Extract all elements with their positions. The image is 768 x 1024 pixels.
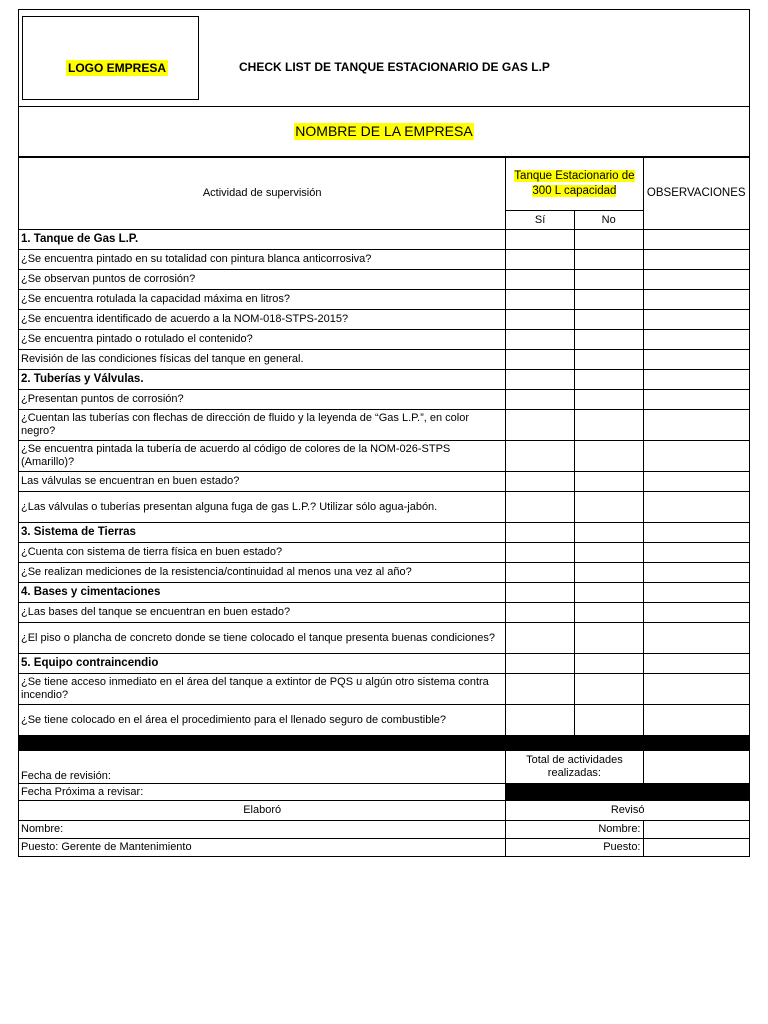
- observations-cell[interactable]: [643, 310, 750, 330]
- section-yes-cell: [506, 583, 575, 603]
- checklist-row: [19, 543, 750, 563]
- yes-checkbox-cell[interactable]: [506, 270, 575, 290]
- section-title: 5. Equipo contraincendio: [19, 654, 506, 674]
- no-checkbox-cell[interactable]: [574, 543, 643, 563]
- separator-bar: [19, 736, 750, 751]
- section-obs-cell: [643, 523, 750, 543]
- yes-checkbox-cell[interactable]: [506, 563, 575, 583]
- review-date-label: Fecha de revisión:: [19, 751, 506, 784]
- yes-header: Sí: [506, 211, 575, 230]
- checklist-question: ¿Se tiene colocado en el área el procedimiento para el llenado seguro de combustible?: [19, 705, 506, 736]
- total-activities-line1: Total de actividades: [526, 754, 623, 766]
- checklist-question: ¿Se realizan mediciones de la resistencia/continuidad al menos una vez al año?: [19, 563, 506, 583]
- checklist-question: ¿El piso o plancha de concreto donde se tiene colocado el tanque presenta buenas condiciones?: [19, 623, 506, 654]
- checklist-row: [19, 270, 750, 290]
- yes-checkbox-cell[interactable]: [506, 250, 575, 270]
- checklist-question: ¿Las válvulas o tuberías presentan alguna fuga de gas L.P.? Utilizar sólo agua-jabón.: [19, 492, 506, 523]
- position-right-label: Puesto:: [506, 839, 643, 857]
- no-checkbox-cell[interactable]: [574, 270, 643, 290]
- no-checkbox-cell[interactable]: [574, 290, 643, 310]
- position-right-value[interactable]: [643, 839, 750, 857]
- section-yes-cell: [506, 370, 575, 390]
- checklist-row: [19, 310, 750, 330]
- section-row: [19, 370, 750, 390]
- yes-checkbox-cell[interactable]: [506, 330, 575, 350]
- yes-checkbox-cell[interactable]: [506, 603, 575, 623]
- next-review-label: Fecha Próxima a revisar:: [19, 784, 506, 801]
- name-left-label: Nombre:: [19, 821, 506, 839]
- total-activities-label: [506, 751, 643, 784]
- observations-cell[interactable]: [643, 350, 750, 370]
- checklist-row: [19, 674, 750, 705]
- yes-checkbox-cell[interactable]: [506, 350, 575, 370]
- checklist-row: [19, 330, 750, 350]
- section-no-cell: [574, 583, 643, 603]
- yes-checkbox-cell[interactable]: [506, 674, 575, 705]
- total-activities-line2: realizadas:: [547, 767, 601, 779]
- checklist-row: [19, 290, 750, 310]
- yes-checkbox-cell[interactable]: [506, 492, 575, 523]
- section-no-cell: [574, 370, 643, 390]
- document-header: [18, 9, 750, 107]
- section-yes-cell: [506, 654, 575, 674]
- checklist-row: [19, 250, 750, 270]
- checklist-sheet: [18, 9, 750, 857]
- observations-cell[interactable]: [643, 410, 750, 441]
- checklist-row: [19, 492, 750, 523]
- observations-cell[interactable]: [643, 250, 750, 270]
- section-row: [19, 583, 750, 603]
- observations-cell[interactable]: [643, 674, 750, 705]
- observations-cell[interactable]: [643, 705, 750, 736]
- observations-cell[interactable]: [643, 603, 750, 623]
- name-right-label: Nombre:: [506, 821, 643, 839]
- section-title: 1. Tanque de Gas L.P.: [19, 230, 506, 250]
- no-checkbox-cell[interactable]: [574, 330, 643, 350]
- observations-cell[interactable]: [643, 543, 750, 563]
- no-checkbox-cell[interactable]: [574, 310, 643, 330]
- checklist-question: Las válvulas se encuentran en buen estado?: [19, 472, 506, 492]
- checklist-row: [19, 350, 750, 370]
- observations-cell[interactable]: [643, 563, 750, 583]
- no-checkbox-cell[interactable]: [574, 674, 643, 705]
- yes-checkbox-cell[interactable]: [506, 441, 575, 472]
- section-obs-cell: [643, 370, 750, 390]
- activity-header: Actividad de supervisión: [19, 158, 506, 230]
- section-obs-cell: [643, 654, 750, 674]
- checklist-question: ¿Se encuentra pintado o rotulado el contenido?: [19, 330, 506, 350]
- observations-header: OBSERVACIONES: [643, 158, 750, 230]
- section-no-cell: [574, 654, 643, 674]
- checklist-question: ¿Cuentan las tuberías con flechas de dirección de fluido y la leyenda de “Gas L.P.”, en color negro?: [19, 410, 506, 441]
- checklist-question: ¿Presentan puntos de corrosión?: [19, 390, 506, 410]
- checklist-table: [18, 157, 750, 857]
- yes-checkbox-cell[interactable]: [506, 290, 575, 310]
- observations-cell[interactable]: [643, 390, 750, 410]
- tank-header-line1: Tanque Estacionario de: [514, 170, 635, 182]
- yes-checkbox-cell[interactable]: [506, 390, 575, 410]
- observations-cell[interactable]: [643, 270, 750, 290]
- section-yes-cell: [506, 230, 575, 250]
- no-checkbox-cell[interactable]: [574, 623, 643, 654]
- checklist-question: Revisión de las condiciones físicas del tanque en general.: [19, 350, 506, 370]
- no-header: No: [574, 211, 643, 230]
- checklist-row: [19, 705, 750, 736]
- no-checkbox-cell[interactable]: [574, 390, 643, 410]
- next-review-blocked: [506, 784, 750, 801]
- tank-header-line2: 300 L capacidad: [532, 185, 617, 197]
- no-checkbox-cell[interactable]: [574, 603, 643, 623]
- observations-cell[interactable]: [643, 330, 750, 350]
- yes-checkbox-cell[interactable]: [506, 410, 575, 441]
- section-obs-cell: [643, 230, 750, 250]
- company-name: NOMBRE DE LA EMPRESA: [295, 123, 473, 139]
- no-checkbox-cell[interactable]: [574, 472, 643, 492]
- document-title: CHECK LIST DE TANQUE ESTACIONARIO DE GAS L.P: [239, 60, 550, 74]
- section-no-cell: [574, 523, 643, 543]
- tank-header: [506, 158, 643, 211]
- section-row: [19, 654, 750, 674]
- yes-checkbox-cell[interactable]: [506, 472, 575, 492]
- no-checkbox-cell[interactable]: [574, 492, 643, 523]
- no-checkbox-cell[interactable]: [574, 563, 643, 583]
- checklist-question: ¿Se encuentra pintado en su totalidad con pintura blanca anticorrosiva?: [19, 250, 506, 270]
- checklist-row: [19, 472, 750, 492]
- no-checkbox-cell[interactable]: [574, 350, 643, 370]
- yes-checkbox-cell[interactable]: [506, 310, 575, 330]
- checklist-row: [19, 623, 750, 654]
- checklist-row: [19, 603, 750, 623]
- no-checkbox-cell[interactable]: [574, 410, 643, 441]
- no-checkbox-cell[interactable]: [574, 441, 643, 472]
- yes-checkbox-cell[interactable]: [506, 705, 575, 736]
- section-obs-cell: [643, 583, 750, 603]
- observations-cell[interactable]: [643, 472, 750, 492]
- yes-checkbox-cell[interactable]: [506, 623, 575, 654]
- yes-checkbox-cell[interactable]: [506, 543, 575, 563]
- section-title: 3. Sistema de Tierras: [19, 523, 506, 543]
- checklist-question: ¿Se encuentra identificado de acuerdo a la NOM-018-STPS-2015?: [19, 310, 506, 330]
- checklist-question: ¿Se tiene acceso inmediato en el área del tanque a extintor de PQS u algún otro sistema contra incendio?: [19, 674, 506, 705]
- section-title: 4. Bases y cimentaciones: [19, 583, 506, 603]
- section-no-cell: [574, 230, 643, 250]
- checklist-row: [19, 410, 750, 441]
- total-activities-value[interactable]: [643, 751, 750, 784]
- observations-cell[interactable]: [643, 492, 750, 523]
- observations-cell[interactable]: [643, 290, 750, 310]
- reviewed-by-label: Revisó: [506, 801, 750, 821]
- section-yes-cell: [506, 523, 575, 543]
- logo-text: LOGO EMPRESA: [68, 61, 167, 75]
- position-left-label: Puesto: Gerente de Mantenimiento: [19, 839, 506, 857]
- name-right-value[interactable]: [643, 821, 750, 839]
- observations-cell[interactable]: [643, 441, 750, 472]
- observations-cell[interactable]: [643, 623, 750, 654]
- logo-placeholder: [22, 16, 199, 100]
- section-row: [19, 230, 750, 250]
- checklist-question: ¿Se encuentra pintada la tubería de acuerdo al código de colores de la NOM-026-STPS (Amarillo)?: [19, 441, 506, 472]
- section-title: 2. Tuberías y Válvulas.: [19, 370, 506, 390]
- checklist-row: [19, 390, 750, 410]
- checklist-question: ¿Se observan puntos de corrosión?: [19, 270, 506, 290]
- no-checkbox-cell[interactable]: [574, 705, 643, 736]
- section-row: [19, 523, 750, 543]
- checklist-row: [19, 441, 750, 472]
- checklist-question: ¿Se encuentra rotulada la capacidad máxima en litros?: [19, 290, 506, 310]
- checklist-question: ¿Las bases del tanque se encuentran en buen estado?: [19, 603, 506, 623]
- prepared-by-label: Elaboró: [19, 801, 506, 821]
- checklist-question: ¿Cuenta con sistema de tierra física en buen estado?: [19, 543, 506, 563]
- no-checkbox-cell[interactable]: [574, 250, 643, 270]
- company-row: [18, 107, 750, 157]
- checklist-row: [19, 563, 750, 583]
